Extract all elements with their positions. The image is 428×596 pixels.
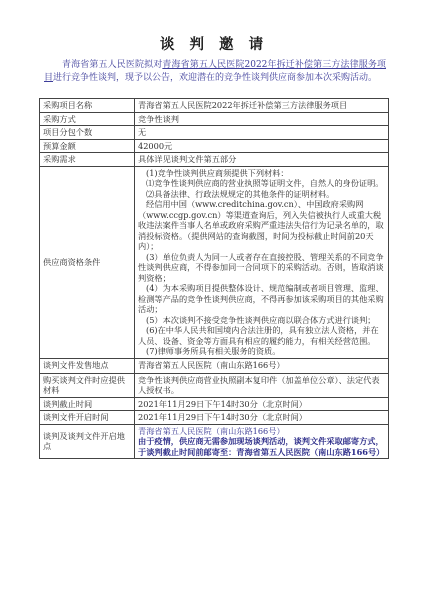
document-title: 谈 判 邀 请 [159,36,269,53]
row-label: 购买谈判文件时应提供材料 [40,373,135,397]
table-row-location [40,424,389,459]
qualification-item: ⑵具备法律、行政法规规定的其他条件的证明材料。 [146,188,335,199]
row-value: 青海省第五人民医院（南山东路166号） [135,358,389,373]
table-row [40,397,389,411]
row-label: 采购需求 [40,153,135,167]
location-notice: 由于疫情，供应商无需参加现场谈判活动，谈判文件采取邮寄方式，于谈判截止时间前邮寄至：青海省第五人民医院（南山东路166号） [138,436,385,457]
row-label: 谈判文件开启时间 [40,411,135,425]
row-value: 2021年11月29日下午14时30分（北京时间） [135,397,389,411]
row-label: 采购方式 [40,112,135,126]
qualification-item: 经信用中国（www.creditchina.gov.cn）、中国政府采购网（www.ccgp.gov.cn）等渠道查询后，列入失信被执行人或重大税收违法案件当事人名单或政府采购严重违法失信行为记录名单的，取消投标资格。（提供网站的查询截图，时间为投标截止时间前20天内）； [138,199,384,251]
row-value: 具体详见谈判文件第五部分 [135,153,389,167]
table-row [40,153,389,167]
qualification-item: ⑴竞争性谈判供应商的营业执照等证明文件，自然人的身份证明。 [146,178,384,188]
table-row [40,126,389,140]
row-label: 供应商资格条件 [40,166,135,358]
table-row [40,411,389,425]
location-value [135,424,389,459]
qualification-item: (1)竞争性谈判供应商须提供下列材料： [146,167,289,178]
row-label: 项目分包个数 [40,126,135,140]
row-value: 青海省第五人民医院2022年拆迁补偿第三方法律服务项目 [135,99,389,113]
table-row [40,99,389,113]
qualification-item: (5）本次谈判不接受竞争性谈判供应商以联合体方式进行谈判； [146,314,376,325]
location-line: 青海省第五人民医院（南山东路166号） [138,425,285,436]
row-label: 采购项目名称 [40,99,135,113]
intro-rest: 进行竞争性谈判，现予以公告，欢迎潜在的竞争性谈判供应商参加本次采购活动。 [53,72,378,83]
row-value: 竞争性谈判供应商营业执照副本复印件（加盖单位公章）、法定代表人授权书。 [135,373,389,397]
qualification-item: (3）单位负责人为同一人或者存在直接控股、管理关系的不同竞争性谈判供应商，不得参加同一合同项下的采购活动。否则，皆取消谈判资格； [138,251,384,283]
qualification-item: (6)在中华人民共和国境内合法注册的，具有独立法人资格，并在人员、设备、资金等方面具有相应的履约能力，有相关经营范围。 [138,325,379,346]
row-label: 谈判截止时间 [40,397,135,411]
row-label: 谈判文件发售地点 [40,358,135,373]
row-value: 无 [135,126,389,140]
row-value: 竞争性谈判 [135,112,389,126]
row-label: 谈判及谈判文件开启地点 [40,424,135,459]
row-value: 42000元 [135,139,389,153]
qualification-item: (4）为本采购项目提供整体设计、规范编制或者项目管理、监理、检测等产品的竞争性谈判供应商，不得再参加该采购项目的其他采购活动； [138,283,384,314]
row-value: 2021年11月29日下午14时30分（北京时间） [135,411,389,425]
qualification-list [135,166,389,358]
intro-project-name: 青海省第五人民医院2022年拆迁补偿第三方法律服务项目 [44,60,386,83]
row-label: 预算金额 [40,139,135,153]
table-row [40,139,389,153]
intro-lead: 青海省第五人民医院拟对 [62,60,163,70]
table-row [40,112,389,126]
table-row [40,358,389,373]
info-table [39,98,389,459]
qualification-item: (7)律师事务所具有相关服务的资质。 [146,346,281,356]
intro-paragraph [44,59,386,84]
table-row-qualification [40,166,389,358]
table-row [40,373,389,397]
